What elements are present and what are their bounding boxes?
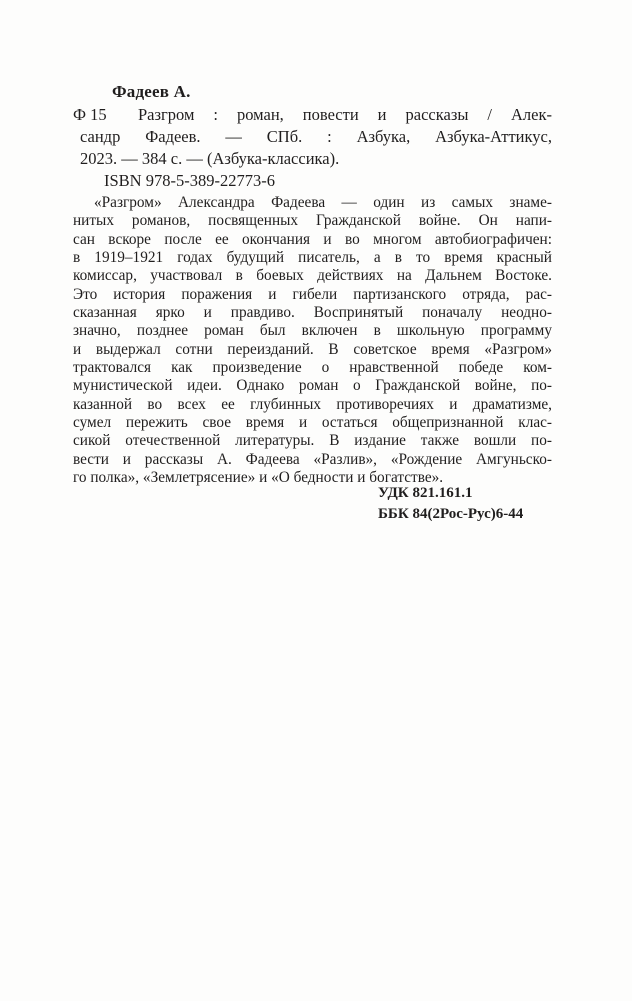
book-annotation xyxy=(73,194,552,488)
annotation-line: комиссар, участвовал в боевых действиях на Дальнем Востоке. xyxy=(73,267,552,285)
catalog-entry-line: сандр Фадеев. — СПб. : Азбука, Азбука-Аттикус, xyxy=(80,127,552,146)
annotation-line: и выдержал сотни переизданий. В советское время «Разгром» xyxy=(73,340,552,358)
annotation-line: трактовался как произведение о нравственной победе ком- xyxy=(73,359,552,377)
udk-code: УДК 821.161.1 xyxy=(378,485,473,501)
annotation-line: мунистической идеи. Однако роман о Гражданской войне, по- xyxy=(73,377,552,395)
annotation-line: казанной во всех ее глубинных противоречиях и драматизме, xyxy=(73,395,552,413)
annotation-line: в 1919–1921 годах будущий писатель, а в то время красный xyxy=(73,249,552,267)
annotation-line: значно, позднее роман был включен в школьную программу xyxy=(73,322,552,340)
catalog-entry-continuation xyxy=(73,126,552,170)
annotation-line: «Разгром» Александра Фадеева — один из самых знаме- xyxy=(94,194,552,211)
catalog-entry xyxy=(73,104,552,192)
book-author-heading: Фадеев А. xyxy=(112,82,191,101)
library-author-sign: Ф 15 xyxy=(73,105,107,124)
annotation-line: сумел пережить свое время и остаться общепризнанной клас- xyxy=(73,414,552,432)
classification-codes xyxy=(378,483,523,524)
catalog-entry-first-row xyxy=(73,104,552,126)
annotation-line: нитых романов, посвященных Гражданской войне. Он напи- xyxy=(73,212,552,230)
catalog-entry-line: 2023. — 384 с. — (Азбука-классика). xyxy=(80,149,340,168)
catalog-entry-title-line: Разгром : роман, повести и рассказы / Алек- xyxy=(138,105,552,124)
isbn: ISBN 978-5-389-22773-6 xyxy=(104,171,275,190)
annotation-line: го полка», «Землетрясение» и «О бедности и богатстве». xyxy=(73,469,444,487)
bbk-code: ББК 84(2Рос-Рус)6-44 xyxy=(378,505,524,522)
annotation-line: сан вскоре после ее окончания и во многом автобиографичен: xyxy=(73,230,552,248)
annotation-line: сказанная ярко и правдиво. Воспринятый поначалу неодно- xyxy=(73,304,552,322)
annotation-line: Это история поражения и гибели партизанского отряда, рас- xyxy=(73,285,552,303)
annotation-line: вести и рассказы А. Фадеева «Разлив», «Рождение Амгуньско- xyxy=(73,450,552,468)
annotation-line: сикой отечественной литературы. В издание также вошли по- xyxy=(73,432,552,450)
